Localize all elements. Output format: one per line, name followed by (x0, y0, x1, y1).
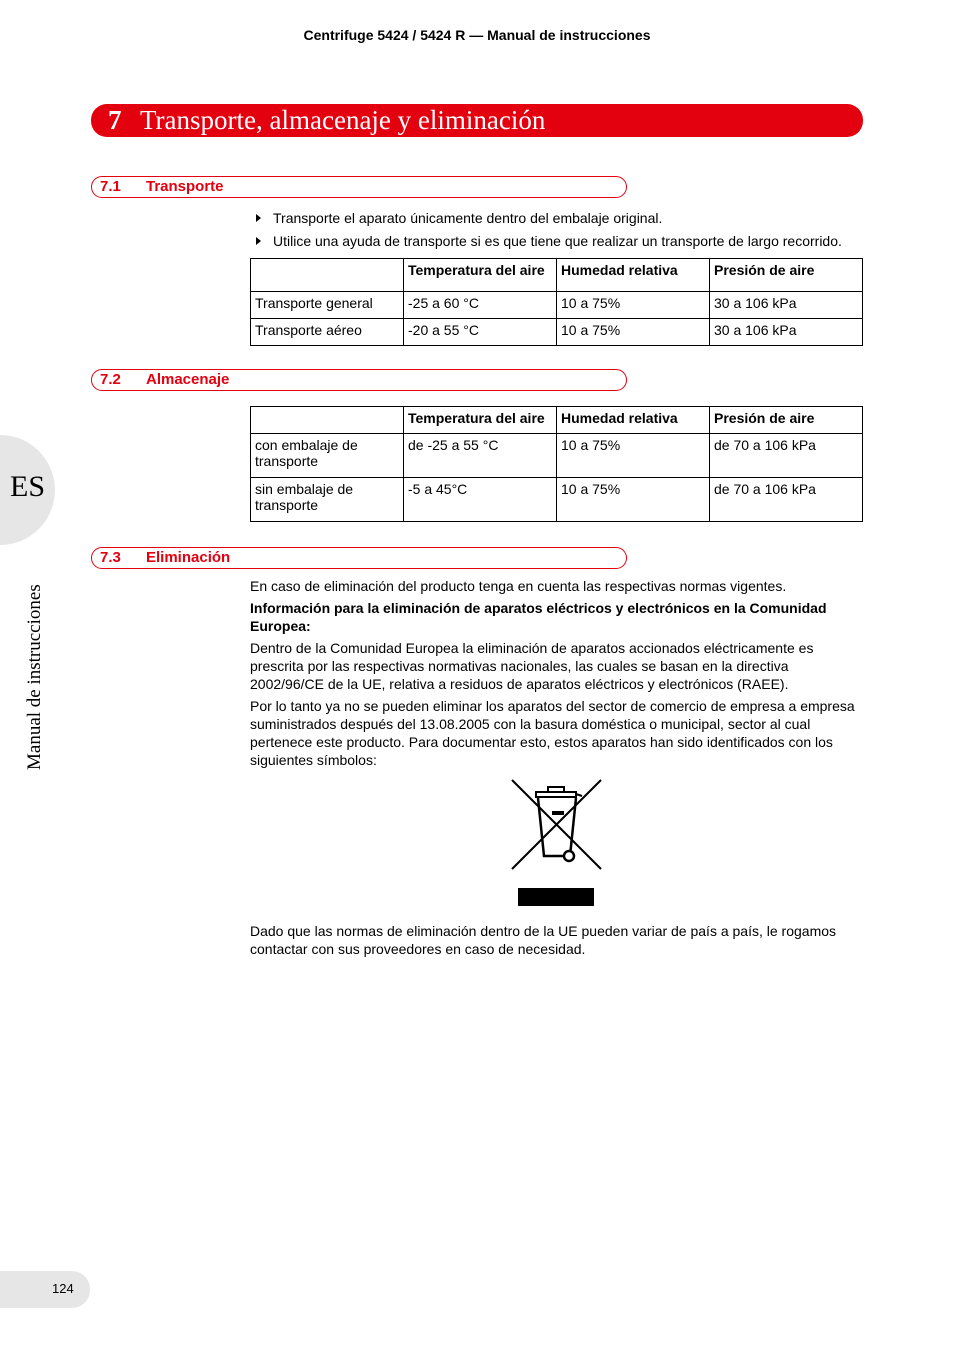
section-number: 7.2 (100, 371, 121, 388)
transport-conditions-table (250, 258, 863, 346)
crossed-out-wheelie-bin-icon (508, 778, 604, 908)
section-number: 7.3 (100, 549, 121, 566)
section-heading-almacenaje (91, 369, 627, 391)
disposal-text (250, 577, 865, 773)
section-number: 7.1 (100, 178, 121, 195)
section-title: Eliminación (146, 549, 231, 566)
paragraph: Por lo tanto ya no se pueden eliminar los aparatos del sector de comercio de empresa a empresa suministrados después del 13.08.2005 con la basura doméstica o municipal, sector al cual pertenece este producto. Para documentar esto, estos aparatos han sido identificados con los siguientes símbolos: (250, 698, 855, 768)
table-row: sin embalaje de transporte -5 a 45°C 10 a 75% de 70 a 106 kPa (251, 478, 863, 522)
language-label: ES (10, 470, 46, 503)
paragraph: En caso de eliminación del producto tenga en cuenta las respectivas normas vigentes. (250, 578, 787, 594)
storage-conditions-table (250, 406, 863, 522)
list-item: Transporte el aparato únicamente dentro del embalaje original. (256, 206, 842, 229)
paragraph: Dentro de la Comunidad Europea la eliminación de aparatos accionados eléctricamente es prescrita por las respectivas normativas nacionales, las cuales se basan en la directiva 2002/96/CE de la UE, relativa a residuos de aparatos eléctricos y electrónicos (RAEE). (250, 640, 814, 692)
table-header-row: Temperatura del aire Humedad relativa Presión de aire (251, 407, 863, 434)
bullet-list (256, 206, 842, 252)
section-title: Transporte (146, 178, 224, 195)
page-number: 124 (52, 1281, 74, 1296)
section-title: Almacenaje (146, 371, 230, 388)
chapter-number: 7 (108, 105, 122, 135)
running-header: Centrifuge 5424 / 5424 R — Manual de instrucciones (303, 27, 651, 43)
list-item: Utilice una ayuda de transporte si es que tiene que realizar un transporte de largo recorrido. (256, 229, 842, 252)
paragraph: Dado que las normas de eliminación dentro de la UE pueden variar de país a país, le rogamos contactar con sus proveedores en caso de necesidad. (250, 923, 837, 957)
chapter-title: Transporte, almacenaje y eliminación (140, 105, 546, 135)
section-heading-transporte (91, 176, 627, 198)
chapter-heading (91, 104, 863, 137)
table-row: con embalaje de transporte de -25 a 55 °C 10 a 75% de 70 a 106 kPa (251, 434, 863, 478)
triangle-bullet-icon (256, 237, 261, 245)
section-heading-eliminacion (91, 547, 627, 569)
triangle-bullet-icon (256, 214, 261, 222)
paragraph-bold: Información para la eliminación de aparatos eléctricos y electrónicos en la Comunidad Europea: (250, 600, 827, 634)
closing-text (250, 922, 865, 962)
table-header-row: Temperatura del aire Humedad relativa Presión de aire (251, 259, 863, 292)
table-row: Transporte general -25 a 60 °C 10 a 75% 30 a 106 kPa (251, 292, 863, 319)
side-manual-label: Manual de instrucciones (24, 584, 45, 770)
page-number-tab (0, 1271, 90, 1308)
table-row: Transporte aéreo -20 a 55 °C 10 a 75% 30 a 106 kPa (251, 319, 863, 346)
